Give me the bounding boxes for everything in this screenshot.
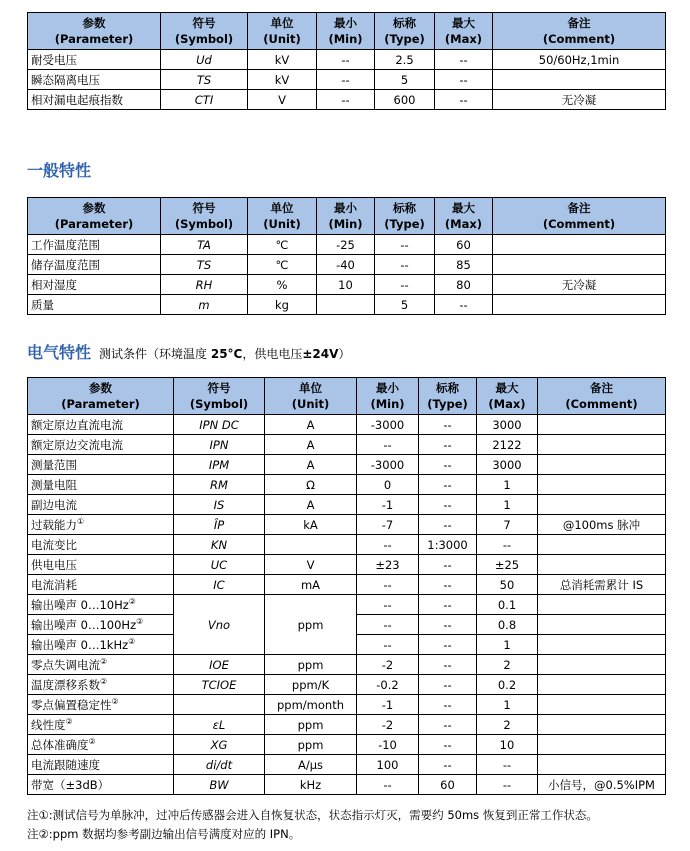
table-row (28, 415, 666, 435)
param-max: 1 (477, 475, 538, 495)
table-row (28, 455, 666, 475)
footnote-marker: ② (128, 596, 136, 606)
param-typ: 5 (375, 295, 435, 315)
table-row (28, 515, 666, 535)
param-symbol: m (161, 295, 248, 315)
param-min: -2 (357, 715, 419, 735)
param-min: -40 (317, 255, 375, 275)
param-max: ±25 (477, 555, 538, 575)
param-name: 质量 (28, 295, 161, 315)
footnote-marker: ② (128, 636, 136, 646)
param-max: 3000 (477, 415, 538, 435)
param-max: 80 (435, 275, 493, 295)
param-comment (538, 615, 666, 635)
header-max: 最大 (Max) (435, 198, 493, 235)
param-typ: -- (375, 275, 435, 295)
param-min: -10 (357, 735, 419, 755)
param-comment (538, 755, 666, 775)
table-row (28, 595, 666, 615)
table-header-row (28, 198, 666, 235)
param-comment: 小信号，@0.5%IPM (538, 775, 666, 795)
param-symbol: IPN DC (174, 415, 265, 435)
header-max: 最大 (Max) (435, 13, 493, 50)
param-unit: kA (265, 515, 357, 535)
param-comment (493, 295, 666, 315)
param-symbol: TS (161, 70, 248, 90)
param-comment (538, 655, 666, 675)
param-max: 2 (477, 655, 538, 675)
param-comment (538, 435, 666, 455)
param-symbol: BW (174, 775, 265, 795)
param-typ: -- (419, 655, 477, 675)
electrical-section-title: 电气特性 测试条件（环境温度 25°C，供电电压±24V） (27, 343, 351, 362)
table-row (28, 435, 666, 455)
table-row (28, 755, 666, 775)
param-symbol: IPN (174, 435, 265, 455)
param-comment (538, 735, 666, 755)
param-unit: Ω (265, 475, 357, 495)
param-unit: kV (248, 50, 317, 70)
param-typ: 1:3000 (419, 535, 477, 555)
param-max: -- (435, 70, 493, 90)
param-typ: -- (419, 615, 477, 635)
param-name: 带宽（±3dB） (28, 775, 174, 795)
param-min: 100 (357, 755, 419, 775)
param-symbol: IC (174, 575, 265, 595)
param-typ: 2.5 (375, 50, 435, 70)
param-unit: ℃ (248, 235, 317, 255)
param-unit: ppm/K (265, 675, 357, 695)
param-typ: -- (419, 755, 477, 775)
param-unit: ℃ (248, 255, 317, 275)
param-min (317, 295, 375, 315)
table-row (28, 255, 666, 275)
footnote-1: 注①:测试信号为单脉冲，过冲后传感器会进入自恢复状态，状态指示灯灭，需要约 50ms 恢复到正常工作状态。 (27, 808, 598, 822)
param-typ: -- (419, 435, 477, 455)
param-comment (493, 70, 666, 90)
param-symbol: IPM (174, 455, 265, 475)
header-typ: 标称 (Type) (375, 13, 435, 50)
param-name: 电流变比 (28, 535, 174, 555)
param-typ: 5 (375, 70, 435, 90)
param-name: 测量范围 (28, 455, 174, 475)
param-name: 测量电阻 (28, 475, 174, 495)
param-name: 总体准确度② (28, 735, 174, 755)
header-param: 参数 (Parameter) (28, 378, 174, 415)
param-name: 零点偏置稳定性② (28, 695, 174, 715)
table-row (28, 655, 666, 675)
param-typ: -- (419, 475, 477, 495)
param-name: 电流跟随速度 (28, 755, 174, 775)
general-section-title: 一般特性 (27, 161, 92, 180)
header-unit: 单位 (Unit) (265, 378, 357, 415)
param-symbol: di/dt (174, 755, 265, 775)
table-row (28, 495, 666, 515)
table-row (28, 735, 666, 755)
param-comment (538, 715, 666, 735)
header-unit: 单位 (Unit) (248, 13, 317, 50)
param-comment (538, 595, 666, 615)
param-comment: 总消耗需累计 IS (538, 575, 666, 595)
param-unit: A/μs (265, 755, 357, 775)
param-max: 0.8 (477, 615, 538, 635)
param-typ: -- (375, 255, 435, 275)
param-max: -- (477, 775, 538, 795)
param-unit: V (248, 90, 317, 110)
table-row (28, 275, 666, 295)
param-typ: 60 (419, 775, 477, 795)
table-row (28, 675, 666, 695)
param-name: 温度漂移系数② (28, 675, 174, 695)
footnote-marker: ② (88, 736, 96, 746)
table-row (28, 70, 666, 90)
param-symbol: TCIOE (174, 675, 265, 695)
param-unit (265, 535, 357, 555)
general-table (27, 197, 666, 315)
param-unit: A (265, 495, 357, 515)
param-name: 瞬态隔离电压 (28, 70, 161, 90)
param-symbol: TS (161, 255, 248, 275)
header-min: 最小 (Min) (357, 378, 419, 415)
param-name: 额定原边交流电流 (28, 435, 174, 455)
param-comment: @100ms 脉冲 (538, 515, 666, 535)
header-min: 最小 (Min) (317, 13, 375, 50)
table-row (28, 535, 666, 555)
param-symbol: XG (174, 735, 265, 755)
param-symbol: CTI (161, 90, 248, 110)
param-name: 相对漏电起痕指数 (28, 90, 161, 110)
param-min: -- (357, 435, 419, 455)
param-min: -- (317, 70, 375, 90)
param-name: 额定原边直流电流 (28, 415, 174, 435)
param-min: -- (357, 615, 419, 635)
table-header-row (28, 378, 666, 415)
param-typ: -- (419, 715, 477, 735)
param-symbol: TA (161, 235, 248, 255)
param-max: 3000 (477, 455, 538, 475)
table-row (28, 475, 666, 495)
param-name: 相对湿度 (28, 275, 161, 295)
param-comment (538, 635, 666, 655)
param-typ: -- (419, 575, 477, 595)
header-unit: 单位 (Unit) (248, 198, 317, 235)
param-comment (493, 255, 666, 275)
param-unit: A (265, 455, 357, 475)
param-typ: -- (419, 595, 477, 615)
header-typ: 标称 (Type) (375, 198, 435, 235)
table-row (28, 715, 666, 735)
param-typ: -- (419, 455, 477, 475)
table-row (28, 555, 666, 575)
param-typ: -- (419, 635, 477, 655)
param-min: -1 (357, 695, 419, 715)
footnote-2: 注②:ppm 数据均参考副边输出信号满度对应的 IPN。 (27, 827, 301, 841)
footnote-marker: ② (100, 656, 108, 666)
param-comment (493, 235, 666, 255)
param-min: ±23 (357, 555, 419, 575)
param-unit: ppm (265, 715, 357, 735)
param-unit: A (265, 415, 357, 435)
param-comment (538, 555, 666, 575)
param-comment (538, 415, 666, 435)
footnote-marker: ② (111, 696, 119, 706)
param-max: 50 (477, 575, 538, 595)
header-comment: 备注 (Comment) (538, 378, 666, 415)
footnote-marker: ② (136, 616, 144, 626)
header-comment: 备注 (Comment) (493, 198, 666, 235)
header-min: 最小 (Min) (317, 198, 375, 235)
param-comment (538, 675, 666, 695)
param-comment (538, 535, 666, 555)
param-min: -2 (357, 655, 419, 675)
param-max: 0.1 (477, 595, 538, 615)
param-max: 60 (435, 235, 493, 255)
param-name: 供电电压 (28, 555, 174, 575)
header-symbol: 符号 (Symbol) (174, 378, 265, 415)
param-name: 耐受电压 (28, 50, 161, 70)
param-min: -- (357, 535, 419, 555)
param-typ: -- (419, 415, 477, 435)
param-unit: ppm/month (265, 695, 357, 715)
insulation-table (27, 12, 666, 110)
param-max: -- (435, 50, 493, 70)
table-row (28, 695, 666, 715)
param-max: -- (435, 90, 493, 110)
param-unit: ppm (265, 595, 357, 655)
header-symbol: 符号 (Symbol) (161, 13, 248, 50)
param-min: -0.2 (357, 675, 419, 695)
param-max: 85 (435, 255, 493, 275)
param-unit: kg (248, 295, 317, 315)
param-unit: % (248, 275, 317, 295)
param-min: -- (357, 635, 419, 655)
table-row (28, 90, 666, 110)
param-max: 0.2 (477, 675, 538, 695)
header-param: 参数 (Parameter) (28, 198, 161, 235)
param-typ: -- (419, 735, 477, 755)
param-max: 2 (477, 715, 538, 735)
param-comment: 无冷凝 (493, 275, 666, 295)
header-comment: 备注 (Comment) (493, 13, 666, 50)
param-min: -- (357, 775, 419, 795)
param-comment: 无冷凝 (493, 90, 666, 110)
param-comment: 50/60Hz,1min (493, 50, 666, 70)
param-typ: -- (419, 675, 477, 695)
param-symbol: IS (174, 495, 265, 515)
param-comment (538, 695, 666, 715)
param-max: -- (435, 295, 493, 315)
param-name: 储存温度范围 (28, 255, 161, 275)
param-symbol: εL (174, 715, 265, 735)
param-min: -- (357, 575, 419, 595)
param-symbol: ÎP (174, 515, 265, 535)
param-symbol: RM (174, 475, 265, 495)
param-max: 1 (477, 695, 538, 715)
table-row (28, 50, 666, 70)
param-max: -- (477, 535, 538, 555)
electrical-table (27, 377, 666, 795)
header-param: 参数 (Parameter) (28, 13, 161, 50)
param-unit: ppm (265, 655, 357, 675)
param-comment (538, 495, 666, 515)
param-min: -- (317, 50, 375, 70)
param-comment (538, 475, 666, 495)
param-name: 输出噪声 0…1kHz② (28, 635, 174, 655)
footnote-marker: ② (100, 676, 108, 686)
param-typ: -- (419, 555, 477, 575)
param-name: 输出噪声 0…10Hz② (28, 595, 174, 615)
param-symbol (174, 695, 265, 715)
param-unit: V (265, 555, 357, 575)
param-max: 1 (477, 635, 538, 655)
param-typ: -- (375, 235, 435, 255)
param-symbol: UC (174, 555, 265, 575)
param-name: 电流消耗 (28, 575, 174, 595)
table-row (28, 295, 666, 315)
param-min: -25 (317, 235, 375, 255)
param-name: 工作温度范围 (28, 235, 161, 255)
param-name: 输出噪声 0…100Hz② (28, 615, 174, 635)
header-symbol: 符号 (Symbol) (161, 198, 248, 235)
table-row (28, 575, 666, 595)
param-min: 0 (357, 475, 419, 495)
param-symbol: Vno (174, 595, 265, 655)
table-row (28, 235, 666, 255)
header-typ: 标称 (Type) (419, 378, 477, 415)
param-unit: kV (248, 70, 317, 90)
param-min: -1 (357, 495, 419, 515)
table-row (28, 775, 666, 795)
param-min: -3000 (357, 455, 419, 475)
param-symbol: Ud (161, 50, 248, 70)
param-min: 10 (317, 275, 375, 295)
header-max: 最大 (Max) (477, 378, 538, 415)
param-unit: ppm (265, 735, 357, 755)
footnote-marker: ② (65, 716, 73, 726)
param-comment (538, 455, 666, 475)
param-unit: kHz (265, 775, 357, 795)
param-max: 2122 (477, 435, 538, 455)
param-typ: -- (419, 695, 477, 715)
param-typ: 600 (375, 90, 435, 110)
param-typ: -- (419, 495, 477, 515)
param-typ: -- (419, 515, 477, 535)
param-symbol: IOE (174, 655, 265, 675)
footnote-marker: ① (77, 516, 85, 526)
param-unit: A (265, 435, 357, 455)
param-max: -- (477, 755, 538, 775)
test-conditions: 测试条件（环境温度 25°C，供电电压±24V） (99, 347, 351, 361)
param-max: 10 (477, 735, 538, 755)
param-name: 过载能力① (28, 515, 174, 535)
param-max: 1 (477, 495, 538, 515)
param-name: 零点失调电流② (28, 655, 174, 675)
param-min: -7 (357, 515, 419, 535)
param-unit: mA (265, 575, 357, 595)
param-min: -3000 (357, 415, 419, 435)
table-header-row (28, 13, 666, 50)
param-min: -- (317, 90, 375, 110)
param-symbol: KN (174, 535, 265, 555)
param-symbol: RH (161, 275, 248, 295)
param-max: 7 (477, 515, 538, 535)
param-min: -- (357, 595, 419, 615)
param-name: 副边电流 (28, 495, 174, 515)
param-name: 线性度② (28, 715, 174, 735)
